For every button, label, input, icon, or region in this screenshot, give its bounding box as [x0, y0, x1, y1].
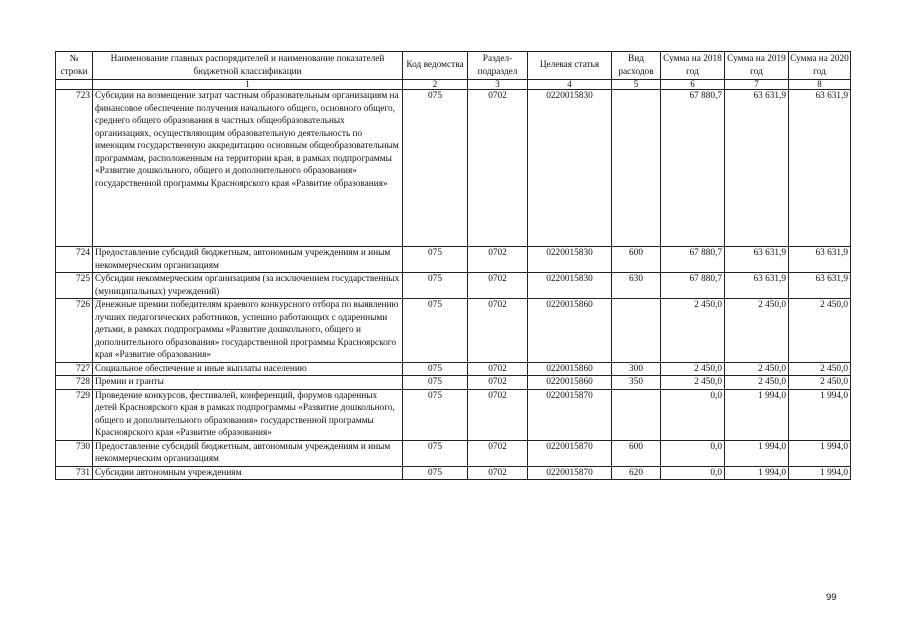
row-target: 0220015830	[528, 273, 612, 299]
table-row	[56, 362, 851, 376]
row-sum-2019: 2 450,0	[725, 376, 789, 390]
row-sum-2020: 1 994,0	[789, 440, 851, 466]
row-dept-code: 075	[403, 466, 468, 480]
row-number: 727	[56, 362, 93, 376]
row-name: Субсидии автономным учреждениям	[93, 466, 403, 480]
column-number: 3	[468, 80, 528, 90]
header-dept-code: Код ведомства	[403, 52, 468, 80]
row-expense-type	[612, 90, 661, 247]
row-number: 723	[56, 90, 93, 247]
row-section: 0702	[468, 362, 528, 376]
row-target: 0220015830	[528, 247, 612, 273]
row-dept-code: 075	[403, 389, 468, 440]
row-sum-2019: 2 450,0	[725, 299, 789, 363]
table-header-row	[56, 52, 851, 80]
row-sum-2020: 63 631,9	[789, 273, 851, 299]
row-sum-2019: 2 450,0	[725, 362, 789, 376]
row-sum-2018: 2 450,0	[661, 376, 725, 390]
row-section: 0702	[468, 376, 528, 390]
row-target: 0220015860	[528, 362, 612, 376]
column-number	[56, 80, 93, 90]
row-sum-2019: 1 994,0	[725, 466, 789, 480]
header-target: Целевая статья	[528, 52, 612, 80]
row-target: 0220015870	[528, 466, 612, 480]
row-expense-type	[612, 299, 661, 363]
row-expense-type: 300	[612, 362, 661, 376]
row-sum-2020: 2 450,0	[789, 376, 851, 390]
column-number: 5	[612, 80, 661, 90]
row-dept-code: 075	[403, 299, 468, 363]
row-name: Субсидии на возмещение затрат частным образовательным организациям на финансовое обеспечение получения начального общего, основного общего, среднего общего образования в частных общеобразовательных организациях, осуществляющим образовательную деятельность по имеющим государственную аккредитацию основным общеобразовательным программам, расположенным на территории края, в рамках подпрограммы «Развитие дошкольного, общего и дополнительного образования» государственной программы Красноярского края «Развитие образования»	[93, 90, 403, 247]
row-name: Проведение конкурсов, фестивалей, конференций, форумов одаренных детей Красноярского края в рамках подпрограммы «Развитие дошкольного, общего и дополнительного образования» государственной программы Красноярского края «Развитие образования»	[93, 389, 403, 440]
row-number: 724	[56, 247, 93, 273]
table-row	[56, 273, 851, 299]
row-section: 0702	[468, 273, 528, 299]
row-name: Предоставление субсидий бюджетным, автономным учреждениям и иным некоммерческим организациям	[93, 247, 403, 273]
row-expense-type: 630	[612, 273, 661, 299]
row-section: 0702	[468, 389, 528, 440]
table-row	[56, 440, 851, 466]
row-sum-2018: 67 880,7	[661, 90, 725, 247]
row-sum-2020: 63 631,9	[789, 247, 851, 273]
table-row	[56, 247, 851, 273]
row-sum-2018: 2 450,0	[661, 299, 725, 363]
row-expense-type: 600	[612, 247, 661, 273]
column-number: 4	[528, 80, 612, 90]
row-sum-2020: 2 450,0	[789, 362, 851, 376]
row-sum-2018: 0,0	[661, 389, 725, 440]
row-sum-2020: 1 994,0	[789, 389, 851, 440]
header-expense-type: Вид расходов	[612, 52, 661, 80]
budget-table	[55, 51, 851, 480]
row-sum-2019: 1 994,0	[725, 440, 789, 466]
page-number: 99	[826, 592, 837, 603]
row-sum-2020: 2 450,0	[789, 299, 851, 363]
row-name: Социальное обеспечение и иные выплаты населению	[93, 362, 403, 376]
column-number: 7	[725, 80, 789, 90]
row-expense-type: 350	[612, 376, 661, 390]
row-number: 731	[56, 466, 93, 480]
row-target: 0220015860	[528, 376, 612, 390]
row-number: 725	[56, 273, 93, 299]
row-sum-2019: 1 994,0	[725, 389, 789, 440]
row-sum-2018: 67 880,7	[661, 273, 725, 299]
header-sum-2019: Сумма на 2019 год	[725, 52, 789, 80]
column-number: 8	[789, 80, 851, 90]
header-section: Раздел-подраздел	[468, 52, 528, 80]
row-number: 729	[56, 389, 93, 440]
header-sum-2018: Сумма на 2018 год	[661, 52, 725, 80]
row-name: Премии и гранты	[93, 376, 403, 390]
header-row-no: № строки	[56, 52, 93, 80]
row-section: 0702	[468, 299, 528, 363]
column-number: 2	[403, 80, 468, 90]
row-dept-code: 075	[403, 273, 468, 299]
column-number: 1	[93, 80, 403, 90]
row-dept-code: 075	[403, 362, 468, 376]
row-number: 728	[56, 376, 93, 390]
row-name: Субсидии некоммерческим организациям (за исключением государственных (муниципальных) учреждений)	[93, 273, 403, 299]
row-dept-code: 075	[403, 376, 468, 390]
row-sum-2019: 63 631,9	[725, 90, 789, 247]
header-name: Наименование главных распорядителей и наименование показателей бюджетной классификации	[93, 52, 403, 80]
row-section: 0702	[468, 90, 528, 247]
row-sum-2019: 63 631,9	[725, 273, 789, 299]
table-row	[56, 376, 851, 390]
row-section: 0702	[468, 466, 528, 480]
row-sum-2018: 0,0	[661, 466, 725, 480]
row-number: 730	[56, 440, 93, 466]
row-section: 0702	[468, 440, 528, 466]
row-expense-type: 620	[612, 466, 661, 480]
row-sum-2020: 1 994,0	[789, 466, 851, 480]
row-expense-type	[612, 389, 661, 440]
row-sum-2018: 2 450,0	[661, 362, 725, 376]
column-number-row	[56, 80, 851, 90]
row-dept-code: 075	[403, 247, 468, 273]
row-sum-2018: 67 880,7	[661, 247, 725, 273]
table-row	[56, 299, 851, 363]
row-dept-code: 075	[403, 90, 468, 247]
column-number: 6	[661, 80, 725, 90]
row-sum-2018: 0,0	[661, 440, 725, 466]
row-number: 726	[56, 299, 93, 363]
table-row	[56, 389, 851, 440]
header-sum-2020: Сумма на 2020 год	[789, 52, 851, 80]
row-name: Предоставление субсидий бюджетным, автономным учреждениям и иным некоммерческим организациям	[93, 440, 403, 466]
row-sum-2020: 63 631,9	[789, 90, 851, 247]
row-dept-code: 075	[403, 440, 468, 466]
table-row	[56, 90, 851, 247]
row-target: 0220015860	[528, 299, 612, 363]
row-sum-2019: 63 631,9	[725, 247, 789, 273]
row-target: 0220015830	[528, 90, 612, 247]
row-name: Денежные премии победителям краевого конкурсного отбора по выявлению лучших педагогических работников, успешно работающих с одаренными детьми, в рамках подпрограммы «Развитие дошкольного, общего и дополнительного образования» государственной программы Красноярского края «Развитие образования»	[93, 299, 403, 363]
row-section: 0702	[468, 247, 528, 273]
row-target: 0220015870	[528, 389, 612, 440]
row-target: 0220015870	[528, 440, 612, 466]
table-row	[56, 466, 851, 480]
row-expense-type: 600	[612, 440, 661, 466]
